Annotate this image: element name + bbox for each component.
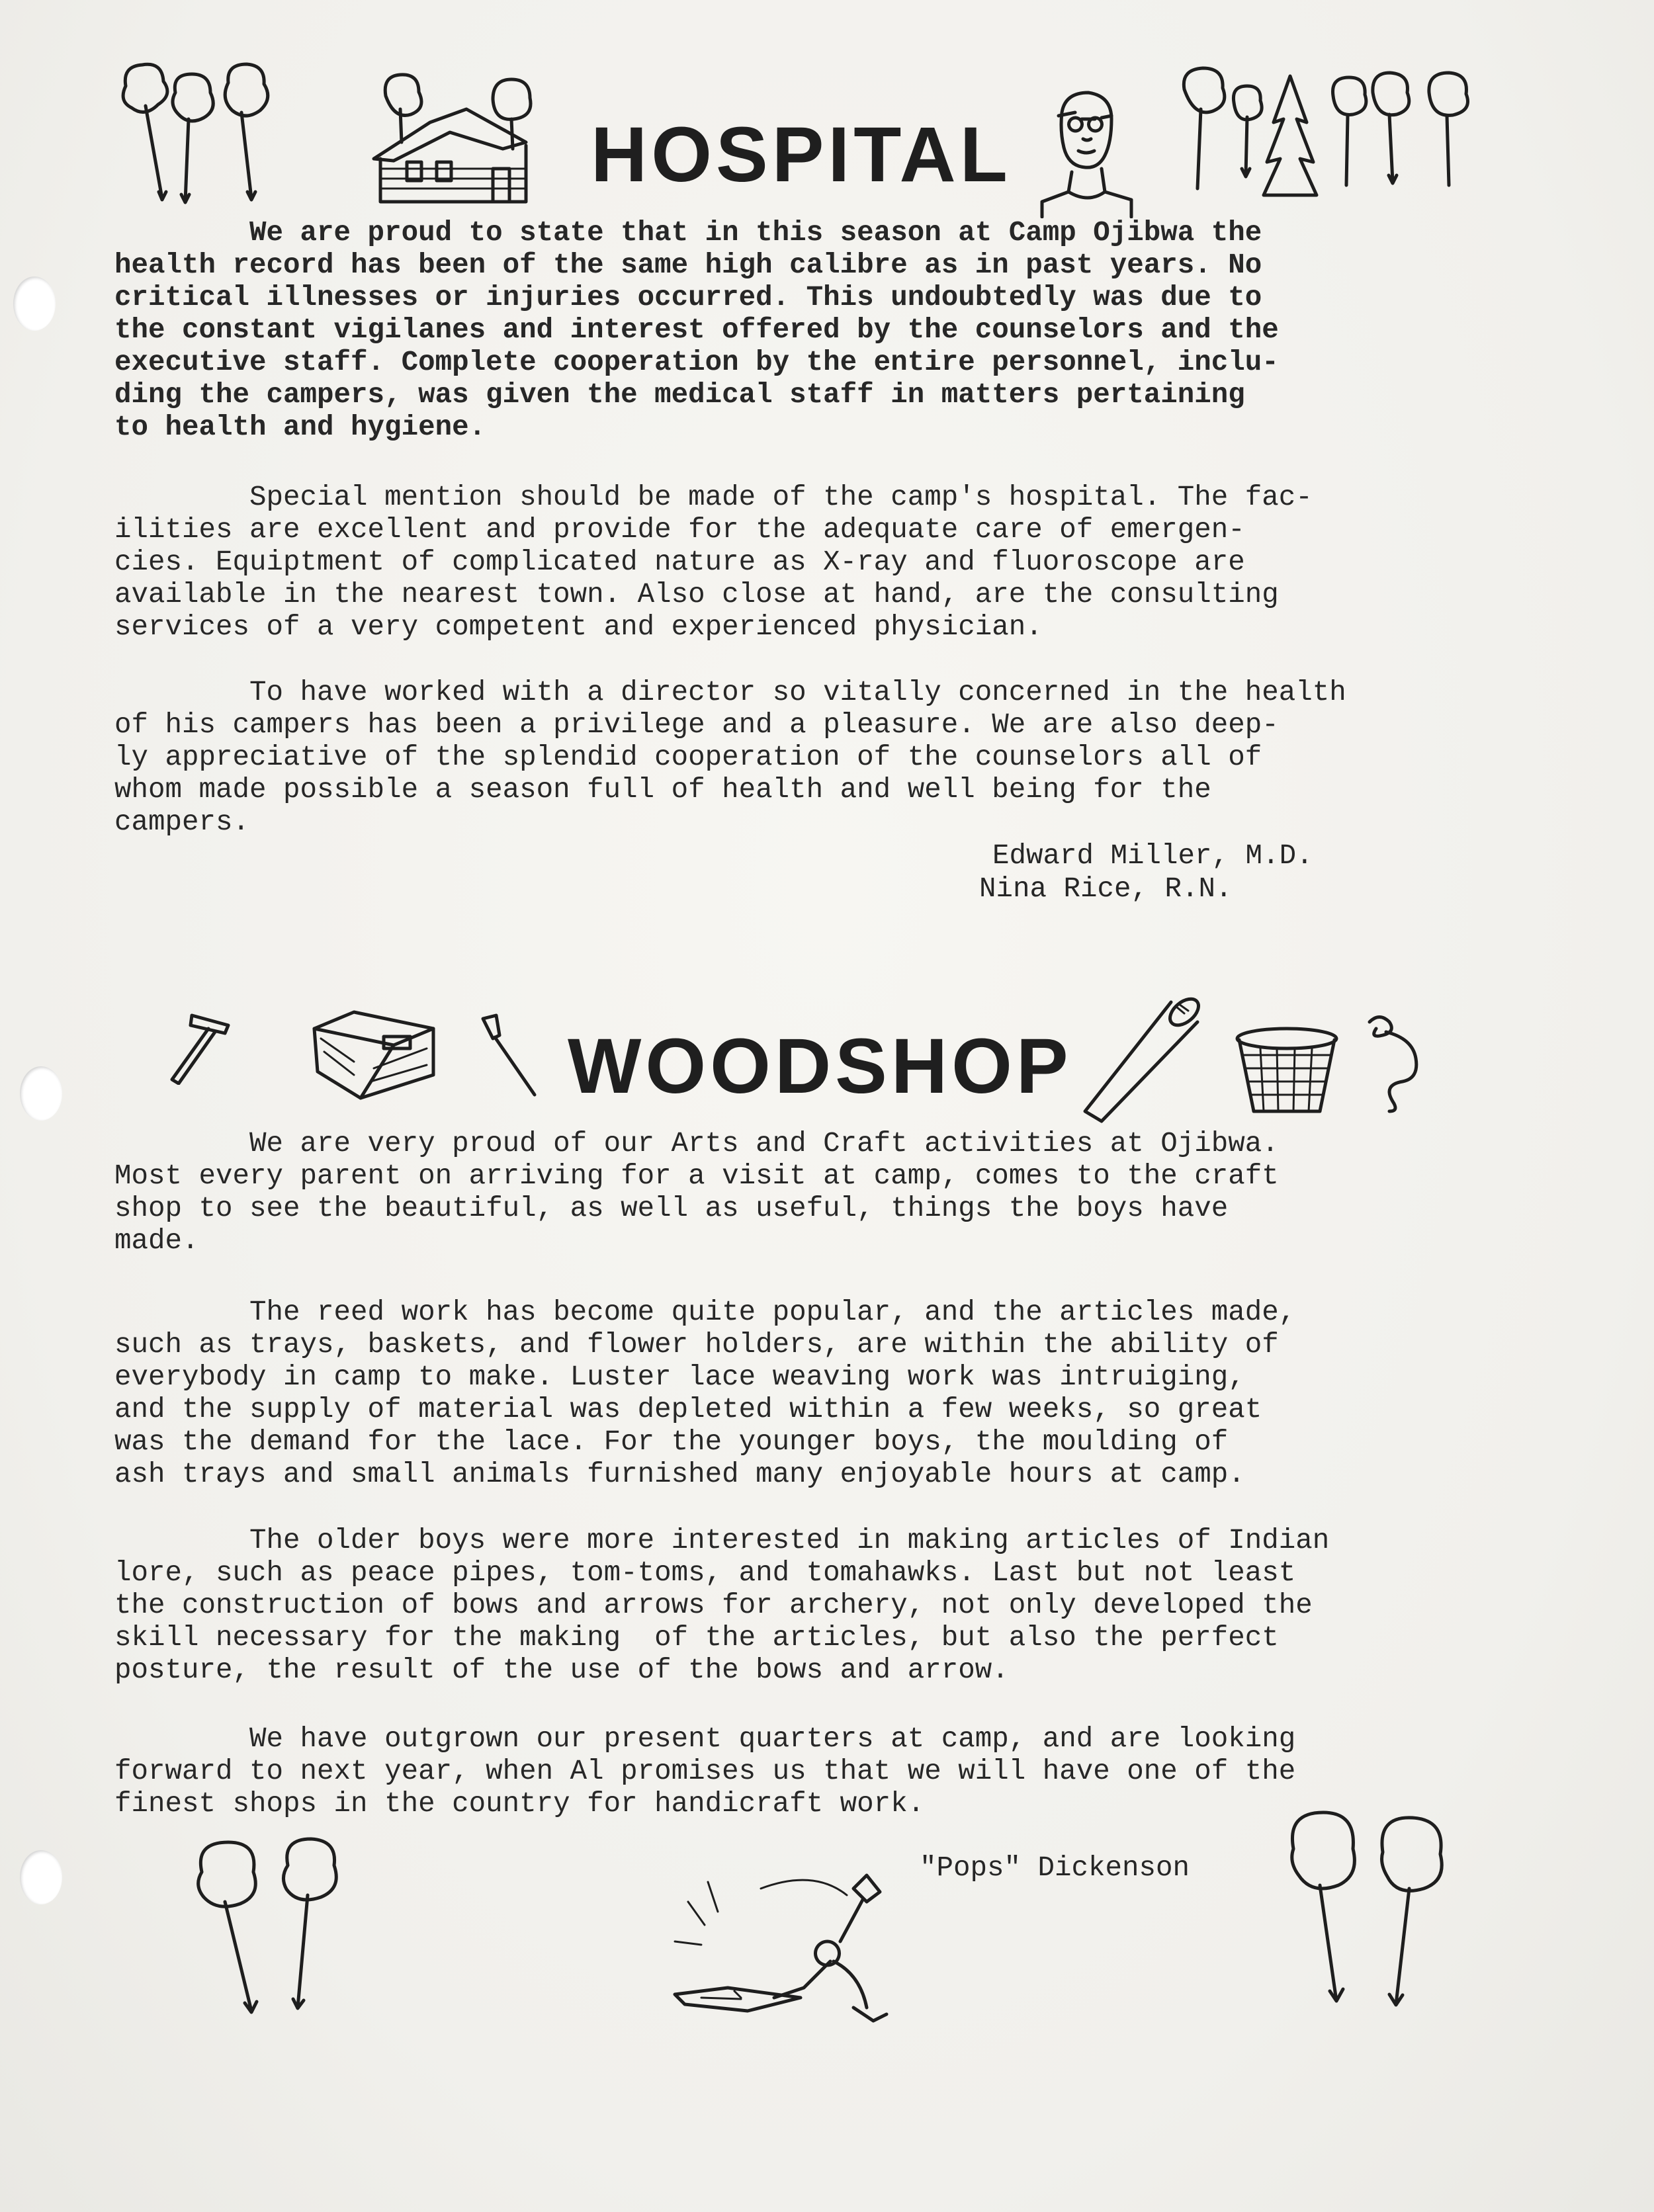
hammer-drawing <box>165 1005 238 1085</box>
craftsman-at-anvil-drawing <box>662 1862 913 2027</box>
woodshop-paragraph-1: We are very proud of our Arts and Craft activities at Ojibwa. Most every parent on arriving for a visit at camp, comes to the craft shop to see the beautiful, as well as useful, things the boys have made. <box>114 1128 1279 1257</box>
nurse-doctor-portrait-drawing <box>1035 86 1135 218</box>
hospital-heading: HOSPITAL <box>591 111 1012 198</box>
wooden-box-drawing <box>308 1009 440 1101</box>
hospital-paragraph-2: Special mention should be made of the camp's hospital. The fac- ilities are excellent and provide for the adequate care of emergen- cies. Equiptment of complicated nature as X-ray and fluoroscope are available in the nearest town. Also close at hand, are the consulting services of a very competent and experienced physician. <box>114 482 1313 643</box>
plank-roll-drawing <box>1078 992 1211 1125</box>
woodshop-paragraph-2: The reed work has become quite popular, and the articles made, such as trays, baskets, and flower holders, are within the ability of everybody in camp to make. Luster lace weaving work was intruiging, and the supply of material was depleted within a few weeks, so great was the demand for the lace. For the younger boys, the moulding of ash trays and small animals furnished many enjoyable hours at camp. <box>114 1297 1296 1490</box>
hospital-signature-nurse: Nina Rice, R.N. <box>979 873 1233 905</box>
trees-bottom-right-drawing <box>1284 1803 1462 2021</box>
punch-hole-top <box>13 276 56 331</box>
hospital-paragraph-1: We are proud to state that in this season at Camp Ojibwa the health record has been of the same high calibre as in past years. No critical illnesses or injuries occurred. This undoubtedly was due to the constant vigilanes and interest offered by the counselors and the executive staff. Complete cooperation by the entire personnel, inclu- ding the campers, was given the medical staff in matters pertaining to health and hygiene. <box>114 217 1279 443</box>
carving-knife-drawing <box>476 1012 543 1098</box>
trees-right-drawing <box>1174 63 1479 202</box>
lace-cord-drawing <box>1360 1009 1432 1115</box>
punch-hole-middle <box>20 1066 62 1121</box>
woven-basket-drawing <box>1234 1025 1340 1118</box>
trees-left-drawing <box>112 60 311 205</box>
cabin-drawing <box>367 69 546 208</box>
trees-bottom-left-drawing <box>189 1832 367 2018</box>
hospital-signature-doctor: Edward Miller, M.D. <box>992 840 1313 872</box>
woodshop-paragraph-3: The older boys were more interested in making articles of Indian lore, such as peace pipes, tom-toms, and tomahawks. Last but not least the construction of bows and arrows for archery, not only developed the skill necessary for the making of the articles, but also the perfect posture, the result of the use of the bows and arrow. <box>114 1525 1330 1686</box>
hospital-paragraph-3: To have worked with a director so vitally concerned in the health of his campers has been a privilege and a pleasure. We are also deep- ly appreciative of the splendid cooperation of the counselors all of whom made possible a season full of health and well being for the campers. <box>114 677 1346 838</box>
woodshop-signature: "Pops" Dickenson <box>920 1852 1190 1884</box>
woodshop-heading: WOODSHOP <box>568 1023 1072 1110</box>
punch-hole-bottom <box>20 1850 62 1904</box>
woodshop-paragraph-4: We have outgrown our present quarters at camp, and are looking forward to next year, when Al promises us that we will have one of the finest shops in the country for handicraft work. <box>114 1723 1296 1820</box>
